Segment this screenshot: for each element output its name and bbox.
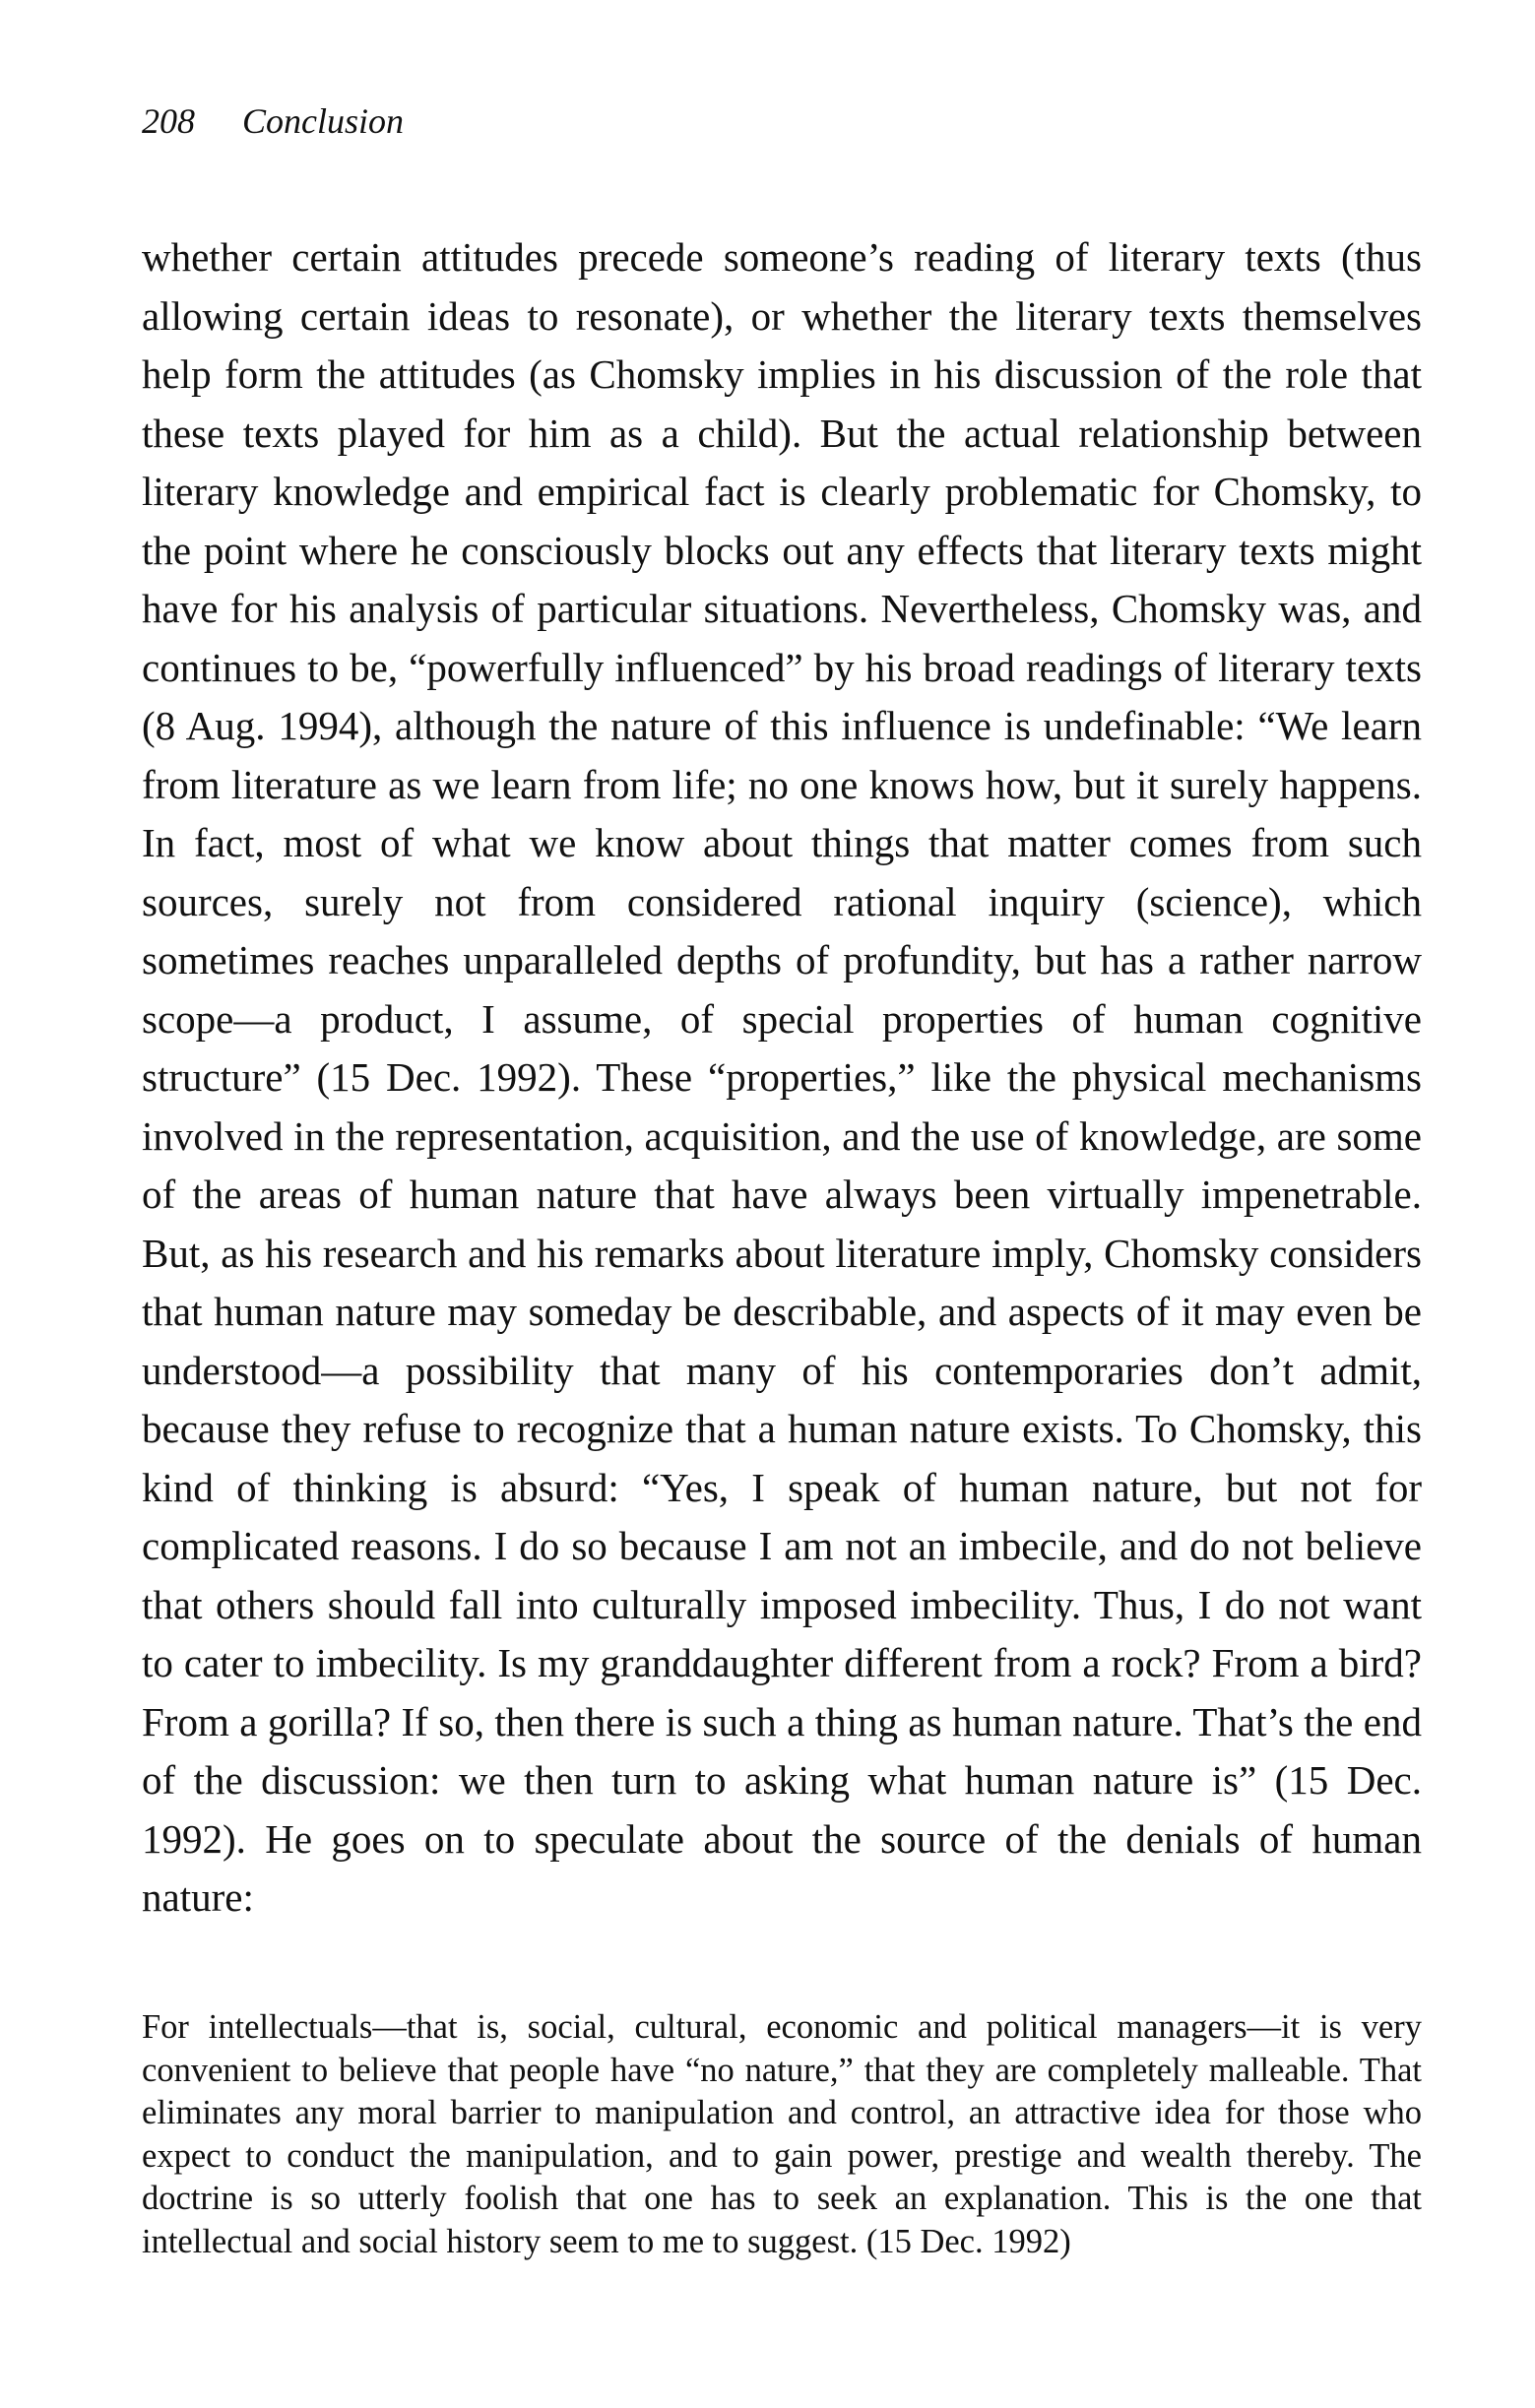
page-number: 208 bbox=[142, 101, 195, 141]
block-quote: For intellectuals—that is, social, cultural, economic and political managers—it is very convenient to believe that people have “no nature,” that they are completely malleable. That eliminates any moral barrier to manipulation and control, an attractive idea for those who expect to conduct the manipulation, and to gain power, prestige and wealth thereby. The doctrine is so utterly foolish that one has to seek an explanation. This is the one that intellectual and social history seem to me to suggest. (15 Dec. 1992) bbox=[142, 2008, 1422, 2260]
section-title: Conclusion bbox=[242, 101, 405, 141]
running-head bbox=[142, 103, 404, 139]
body-paragraph: whether certain attitudes precede someone’s reading of literary texts (thus allowing certain ideas to resonate), or whether the literary texts themselves help form the attitudes (as Chomsky implies in his discussion of the role that these texts played for him as a child). But the actual relationship between literary knowledge and empirical fact is clearly problematic for Chomsky, to the point where he consciously blocks out any effects that literary texts might have for his analysis of particular situations. Nevertheless, Chomsky was, and continues to be, “powerfully influenced” by his broad readings of literary texts (8 Aug. 1994), although the nature of this influence is undefinable: “We learn from literature as we learn from life; no one knows how, but it surely happens. In fact, most of what we know about things that matter comes from such sources, surely not from considered rational inquiry (science), which sometimes reaches unparalleled depths of profundity, but has a rather narrow scope—a product, I assume, of special properties of human cognitive structure” (15 Dec. 1992). These “properties,” like the physical mechanisms involved in the representation, acquisition, and the use of knowledge, are some of the areas of human nature that have always been virtually impenetrable. But, as his research and his remarks about literature imply, Chomsky considers that human nature may someday be describable, and aspects of it may even be understood—a possibility that many of his contemporaries don’t admit, because they refuse to recognize that a human nature exists. To Chomsky, this kind of thinking is absurd: “Yes, I speak of human nature, but not for complicated reasons. I do so because I am not an imbecile, and do not believe that others should fall into culturally imposed imbecility. Thus, I do not want to cater to imbecility. Is my granddaughter different from a rock? From a bird? From a gorilla? If so, then there is such a thing as human nature. That’s the end of the discussion: we then turn to asking what human nature is” (15 Dec. 1992). He goes on to speculate about the source of the denials of human nature: bbox=[142, 234, 1422, 1920]
